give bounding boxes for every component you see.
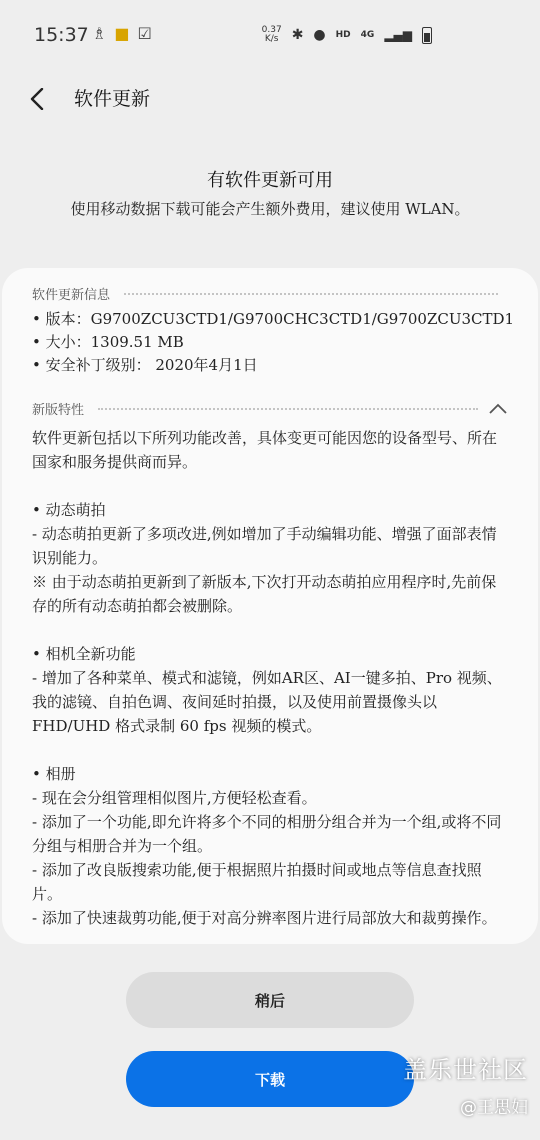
- watermark: [403, 1050, 528, 1118]
- features-section-title: 新版特性: [32, 403, 85, 418]
- patch-line: • 安全补丁级别： 2020年4月1日: [32, 356, 258, 374]
- info-section-header: [32, 284, 508, 303]
- release-notes: [32, 426, 508, 930]
- status-bar: [0, 0, 540, 70]
- system-icons: [262, 26, 432, 44]
- section-camera-title: • 相机全新功能: [32, 645, 136, 663]
- watermark-author: @王思妇: [460, 1098, 528, 1118]
- section-gallery-title: • 相册: [32, 765, 76, 783]
- folder-icon: ■: [114, 24, 130, 43]
- note-line: - 添加了改良版搜索功能,便于根据照片拍摄时间或地点等信息查找照片。: [32, 861, 482, 903]
- version-line: • 版本：G9700ZCU3CTD1/G9700CHC3CTD1/G9700ZCU3CTD1: [32, 310, 515, 328]
- hd-badge: HD: [335, 30, 351, 40]
- update-subline: 使用移动数据下载可能会产生额外费用，建议使用 WLAN。: [70, 200, 470, 218]
- later-button[interactable]: 稍后: [126, 972, 414, 1028]
- divider: [98, 408, 478, 410]
- check-icon: ☑: [137, 24, 152, 43]
- note-line: ※ 由于动态萌拍更新到了新版本,下次打开动态萌拍应用程序时,先前保存的所有动态萌拍都会被删除。: [32, 573, 497, 615]
- mascot-icon: ♗: [92, 24, 107, 43]
- watermark-community: 盖乐世社区: [403, 1056, 528, 1084]
- download-button[interactable]: 下载: [126, 1051, 414, 1107]
- section-ar-title: • 动态萌拍: [32, 501, 106, 519]
- features-section-header[interactable]: [32, 399, 508, 418]
- info-section-title: 软件更新信息: [32, 288, 111, 303]
- info-list: [32, 308, 514, 377]
- network-speed: 0.37 K/s: [261, 25, 282, 44]
- location-icon: ●: [313, 27, 326, 43]
- divider: [124, 293, 498, 295]
- battery-icon: [422, 27, 432, 44]
- bluetooth-icon: ✱: [291, 27, 304, 43]
- notes-intro: 软件更新包括以下所列功能改善，具体变更可能因您的设备型号、所在国家和服务提供商而异。: [32, 429, 498, 471]
- signal-4g: 4G: [360, 30, 375, 40]
- note-line: - 增加了各种菜单、模式和滤镜，例如AR区、AI一键多拍、Pro 视频、我的滤镜、自拍色调、夜间延时拍摄，以及使用前置摄像头以 FHD/UHD 格式录制 60 fps 视频的模式。: [32, 669, 502, 735]
- chevron-up-icon[interactable]: [488, 402, 508, 416]
- page-title: 软件更新: [74, 88, 151, 110]
- note-line: - 现在会分组管理相似图片,方便轻松查看。: [32, 789, 317, 807]
- status-time: 15:37: [34, 24, 89, 46]
- update-headline: 有软件更新可用: [207, 170, 333, 191]
- signal-icon: ▂▄▆: [384, 28, 412, 42]
- update-details-card[interactable]: [2, 268, 538, 944]
- note-line: - 添加了快速裁剪功能,便于对高分辨率图片进行局部放大和裁剪操作。: [32, 909, 497, 927]
- back-icon[interactable]: [22, 84, 52, 114]
- notification-icons: [92, 24, 152, 43]
- size-line: • 大小：1309.51 MB: [32, 333, 184, 351]
- app-bar: [0, 70, 540, 126]
- note-line: - 添加了一个功能,即允许将多个不同的相册分组合并为一个组,或将不同分组与相册合并为一个组。: [32, 813, 502, 855]
- note-line: - 动态萌拍更新了多项改进,例如增加了手动编辑功能、增强了面部表情识别能力。: [32, 525, 497, 567]
